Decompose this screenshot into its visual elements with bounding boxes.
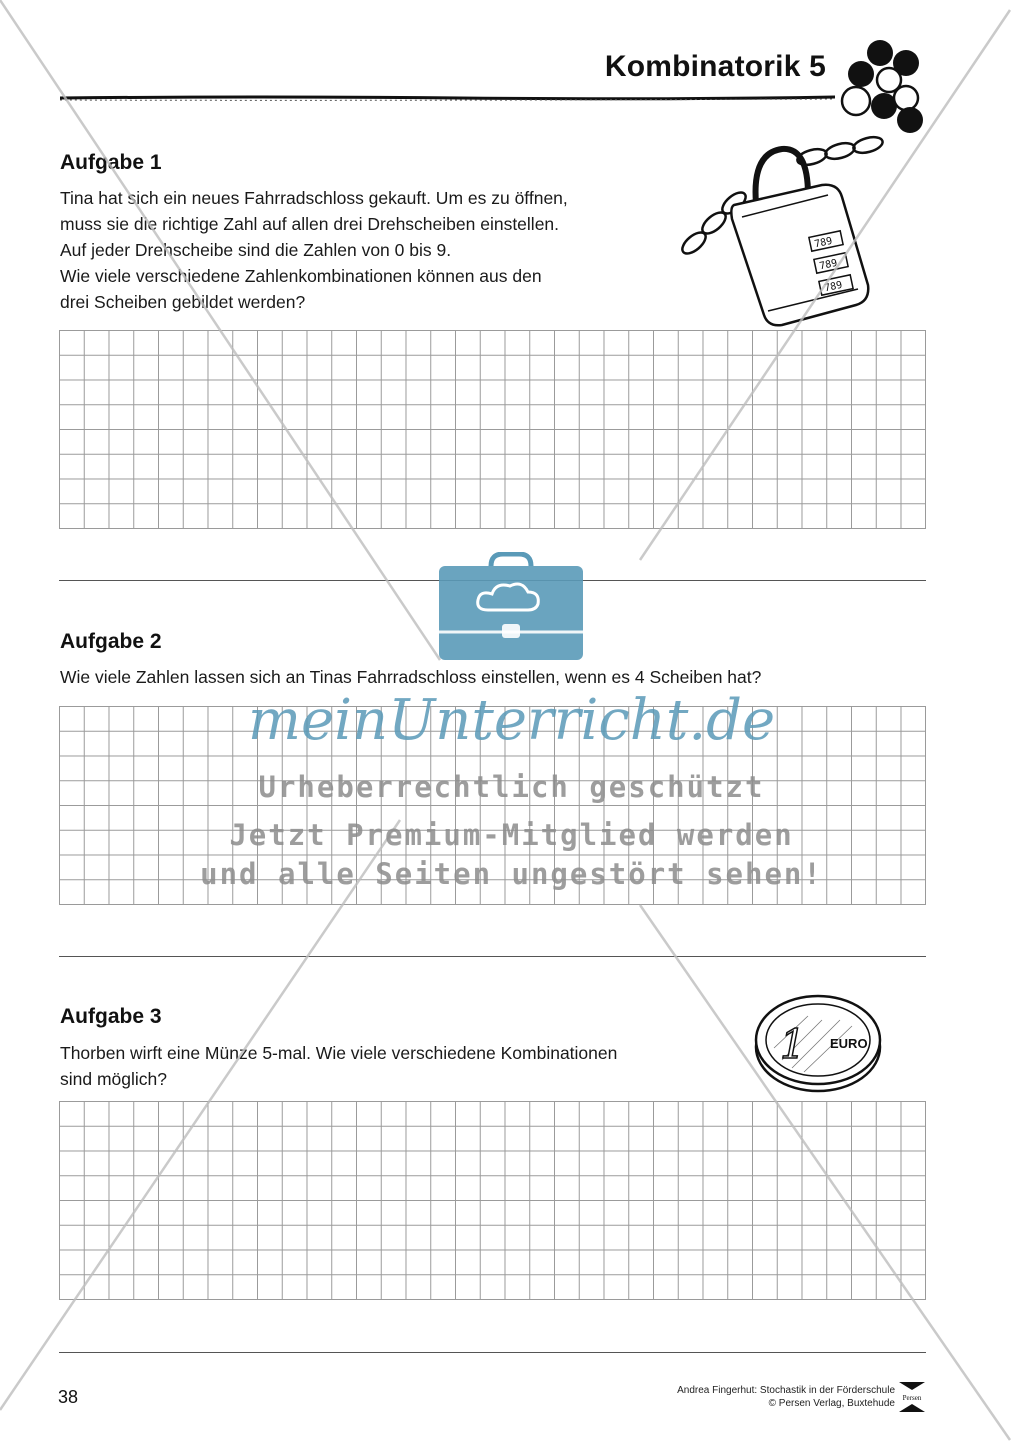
watermark-line-2: Jetzt Premium-Mitglied werden (229, 818, 794, 852)
lock-digits-1: 789 (813, 235, 834, 251)
task-3-line-2: sind möglich? (60, 1069, 167, 1089)
task-1-heading: Aufgabe 1 (60, 151, 162, 174)
watermark-line-3: und alle Seiten ungestört sehen! (200, 857, 823, 891)
task-2-line-1: Wie viele Zahlen lassen sich an Tinas Fahrradschloss einstellen, wenn es 4 Scheiben hat? (60, 667, 762, 687)
padlock-icon (672, 135, 892, 330)
answer-grid-1[interactable] (59, 330, 926, 529)
euro-coin-icon (752, 990, 888, 1096)
task-2-heading: Aufgabe 2 (60, 630, 162, 653)
task-1-text (60, 185, 568, 315)
task-3-text (60, 1040, 617, 1092)
task-1-line-2: muss sie die richtige Zahl auf allen drei Drehscheiben einstellen. (60, 214, 560, 234)
footer-divider (59, 1352, 926, 1353)
task-1-line-4: Wie viele verschiedene Zahlenkombinationen können aus den (60, 266, 542, 286)
task-1-line-3: Auf jeder Drehscheibe sind die Zahlen von 0 bis 9. (60, 240, 452, 260)
page-number: 38 (58, 1387, 79, 1407)
header-rule (60, 92, 835, 104)
task-3-heading: Aufgabe 3 (60, 1005, 162, 1028)
coin-label: EURO (830, 1036, 868, 1051)
credit-publisher: © Persen Verlag, Buxtehude (768, 1398, 895, 1409)
credit-author: Andrea Fingerhut: Stochastik in der Förderschule (677, 1385, 895, 1396)
task-1-line-5: drei Scheiben gebildet werden? (60, 292, 306, 312)
publisher-logo-icon (899, 1382, 925, 1412)
task-1-line-1: Tina hat sich ein neues Fahrradschloss gekauft. Um es zu öffnen, (60, 188, 568, 208)
dots-icon (836, 36, 926, 136)
watermark-brand: meinUnterricht.de (247, 688, 776, 753)
watermark-line-1: Urheberrechtlich geschützt (258, 770, 765, 804)
lock-digits-2: 789 (818, 257, 839, 273)
answer-grid-3[interactable] (59, 1101, 926, 1300)
lock-digits-3: 789 (823, 279, 844, 295)
publisher-logo-text: Persen (902, 1394, 922, 1402)
task-2-text (60, 664, 761, 690)
coin-value: 1 (780, 1022, 806, 1068)
section-divider-2 (59, 956, 926, 957)
page-title: Kombinatorik 5 (604, 50, 826, 83)
footer-credit (560, 1384, 895, 1410)
task-3-line-1: Thorben wirft eine Münze 5-mal. Wie viele verschiedene Kombinationen (60, 1043, 618, 1063)
briefcase-icon (436, 552, 586, 664)
